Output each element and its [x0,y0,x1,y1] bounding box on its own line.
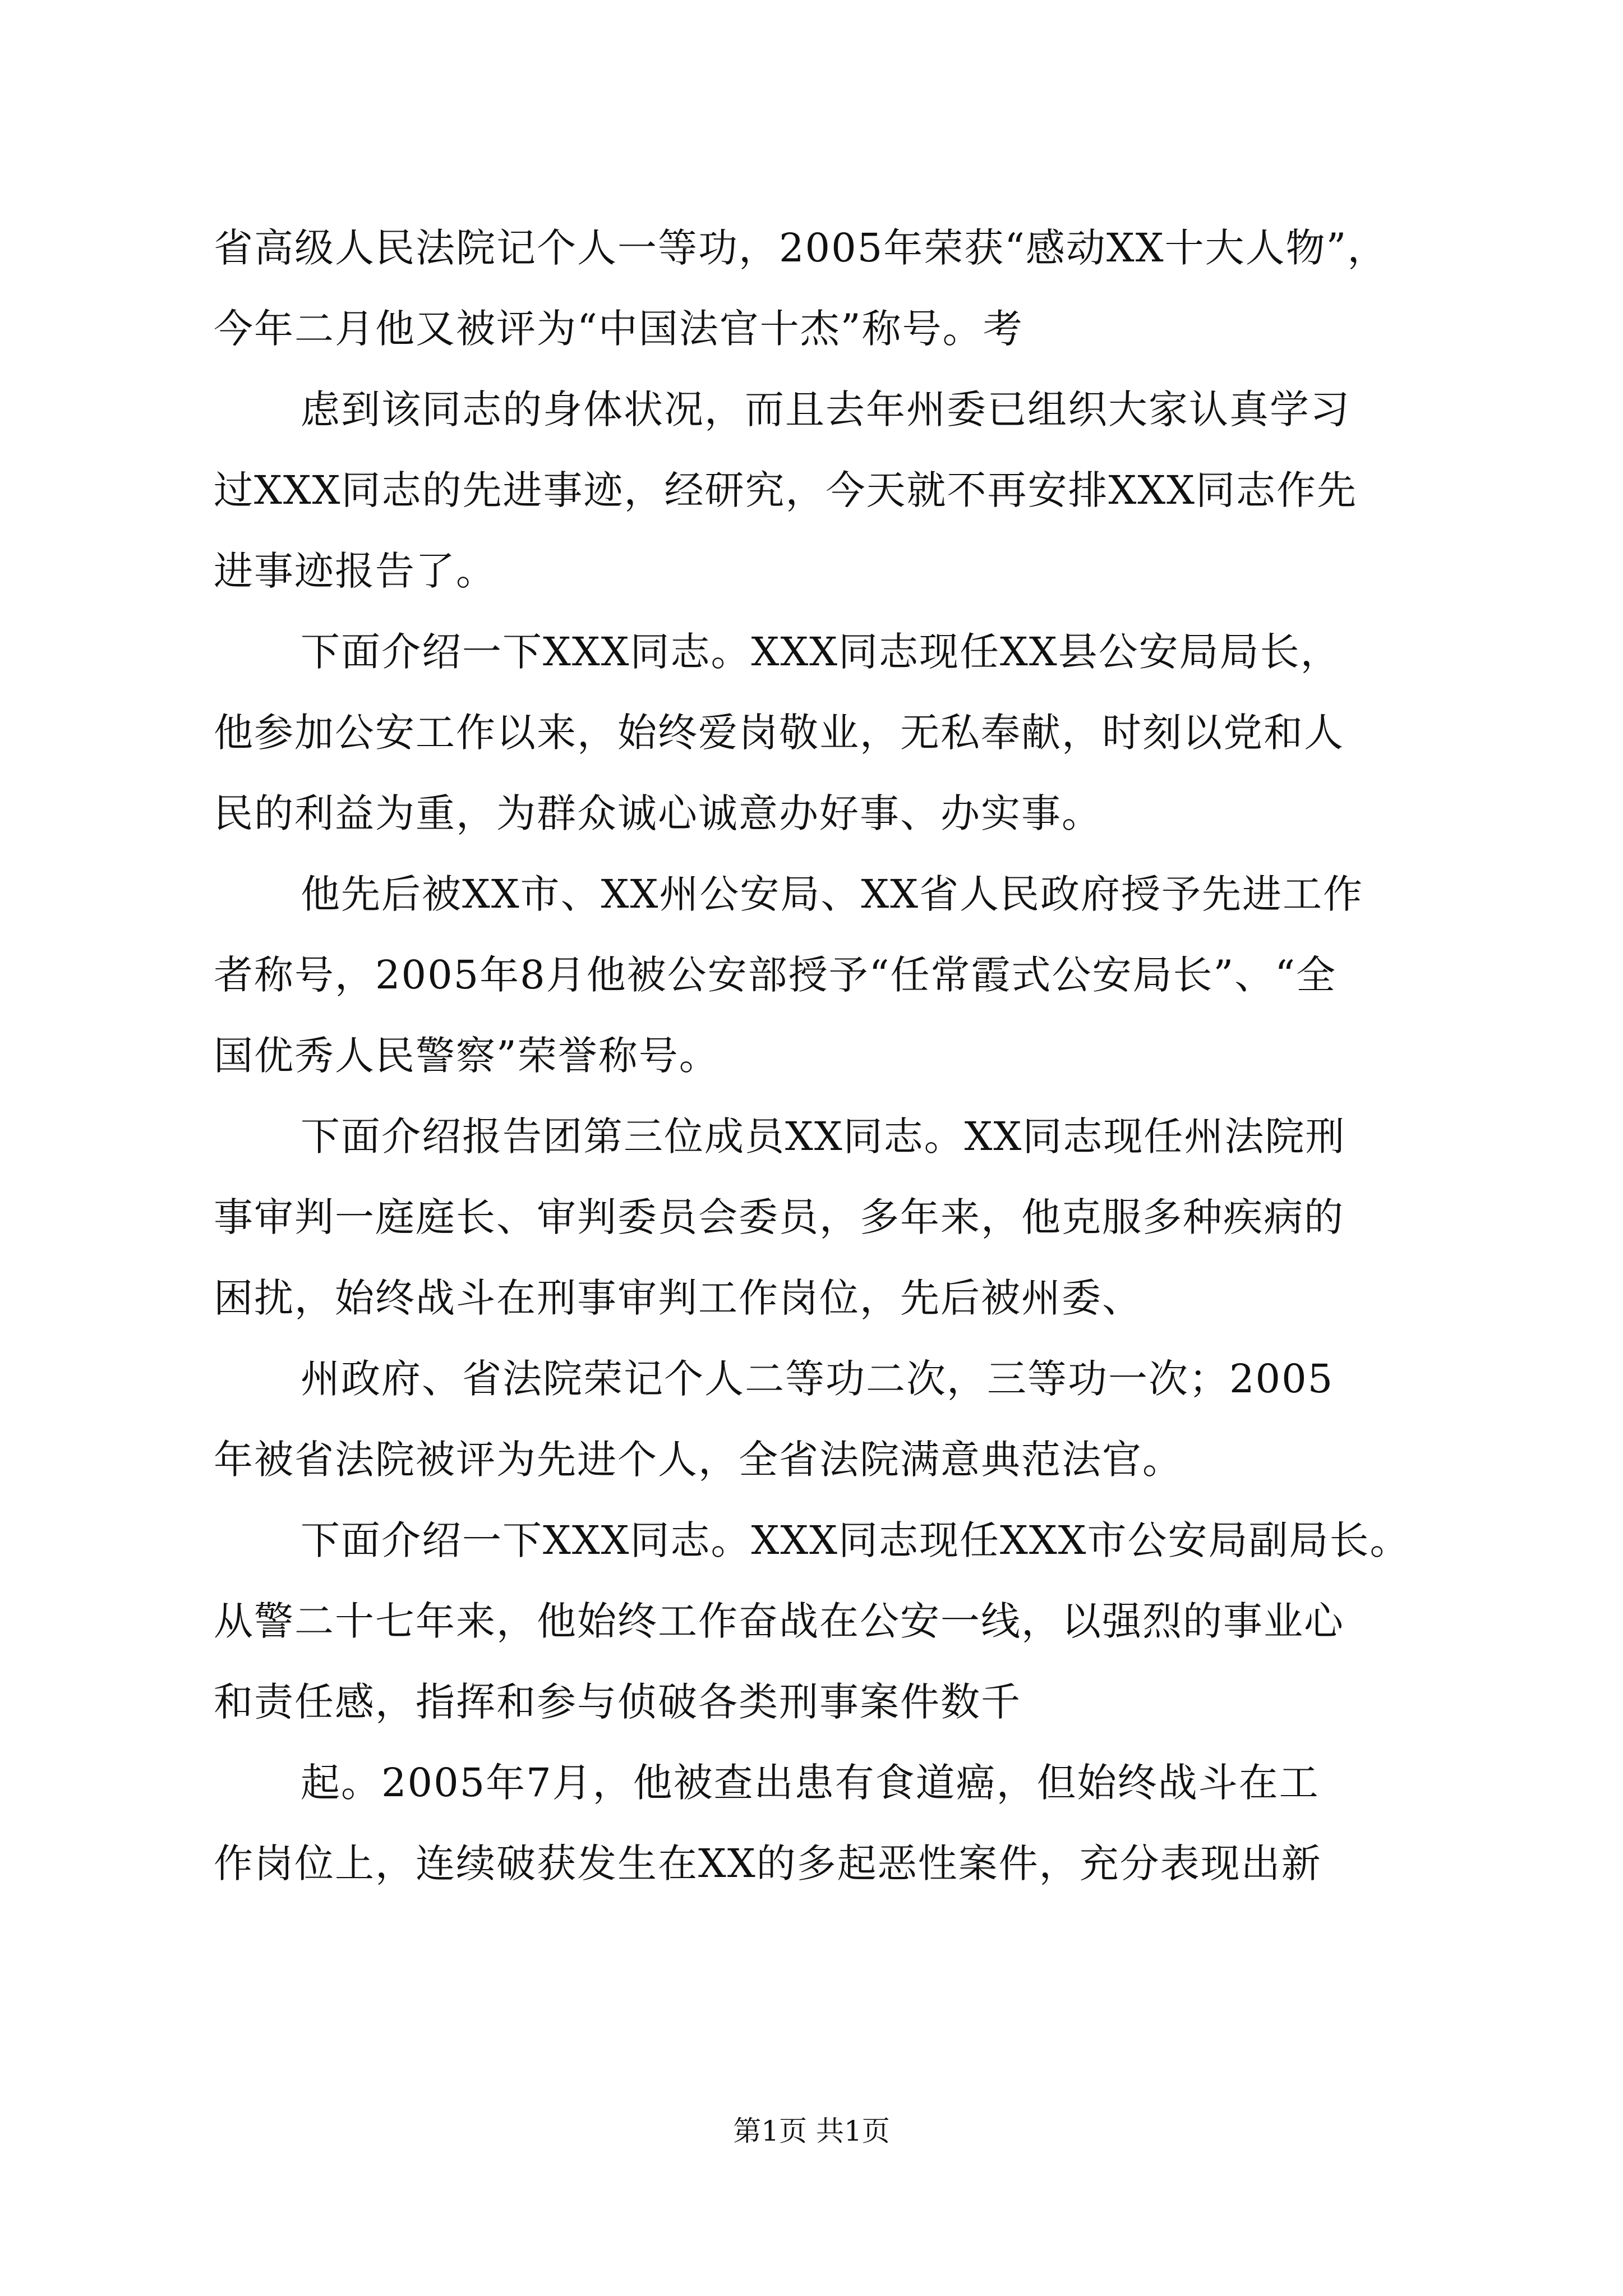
text-line: 从警二十七年来，他始终工作奋战在公安一线，以强烈的事业心 [214,1598,1344,1644]
text-line: 民的利益为重，为群众诚心诚意办好事、办实事。 [214,790,1102,836]
text-line: 起。2005年7月，他被查出患有食道癌，但始终战斗在工 [301,1760,1320,1806]
text-line: 省高级人民法院记个人一等功，2005年荣获“感动XX十大人物”， [214,225,1388,271]
text-line: 下面介绍报告团第三位成员XX同志。XX同志现任州法院刑 [301,1114,1346,1159]
document-body [214,208,1419,1904]
text-line: 困扰，始终战斗在刑事审判工作岗位，先后被州委、 [214,1275,1142,1321]
text-line: 年被省法院被评为先进个人，全省法院满意典范法官。 [214,1437,1183,1483]
text-line: 国优秀人民警察”荣誉称号。 [214,1033,720,1079]
text-line: 过XXX同志的先进事迹，经研究，今天就不再安排XXX同志作先 [214,467,1358,513]
text-line: 和责任感，指挥和参与侦破各类刑事案件数千 [214,1679,1021,1725]
text-line: 进事迹报告了。 [214,548,496,594]
text-line: 下面介绍一下XXX同志。XXX同志现任XX县公安局局长， [301,629,1341,675]
text-line: 作岗位上，连续破获发生在XX的多起恶性案件，充分表现出新 [214,1841,1322,1887]
text-line: 州政府、省法院荣记个人二等功二次，三等功一次；2005 [301,1356,1334,1402]
text-line: 今年二月他又被评为“中国法官十杰”称号。考 [214,306,1023,352]
text-line: 虑到该同志的身体状况，而且去年州委已组织大家认真学习 [301,386,1350,432]
text-line: 他参加公安工作以来，始终爱岗敬业，无私奉献，时刻以党和人 [214,710,1344,756]
text-line: 他先后被XX市、XX州公安局、XX省人民政府授予先进工作 [301,871,1364,917]
page-footer: 第1页 共1页 [733,2115,890,2147]
text-line: 事审判一庭庭长、审判委员会委员，多年来，他克服多种疾病的 [214,1194,1344,1240]
text-line: 者称号，2005年8月他被公安部授予“任常霞式公安局长”、“全 [214,952,1337,998]
text-line: 下面介绍一下XXX同志。XXX同志现任XXX市公安局副局长。 [301,1517,1410,1563]
